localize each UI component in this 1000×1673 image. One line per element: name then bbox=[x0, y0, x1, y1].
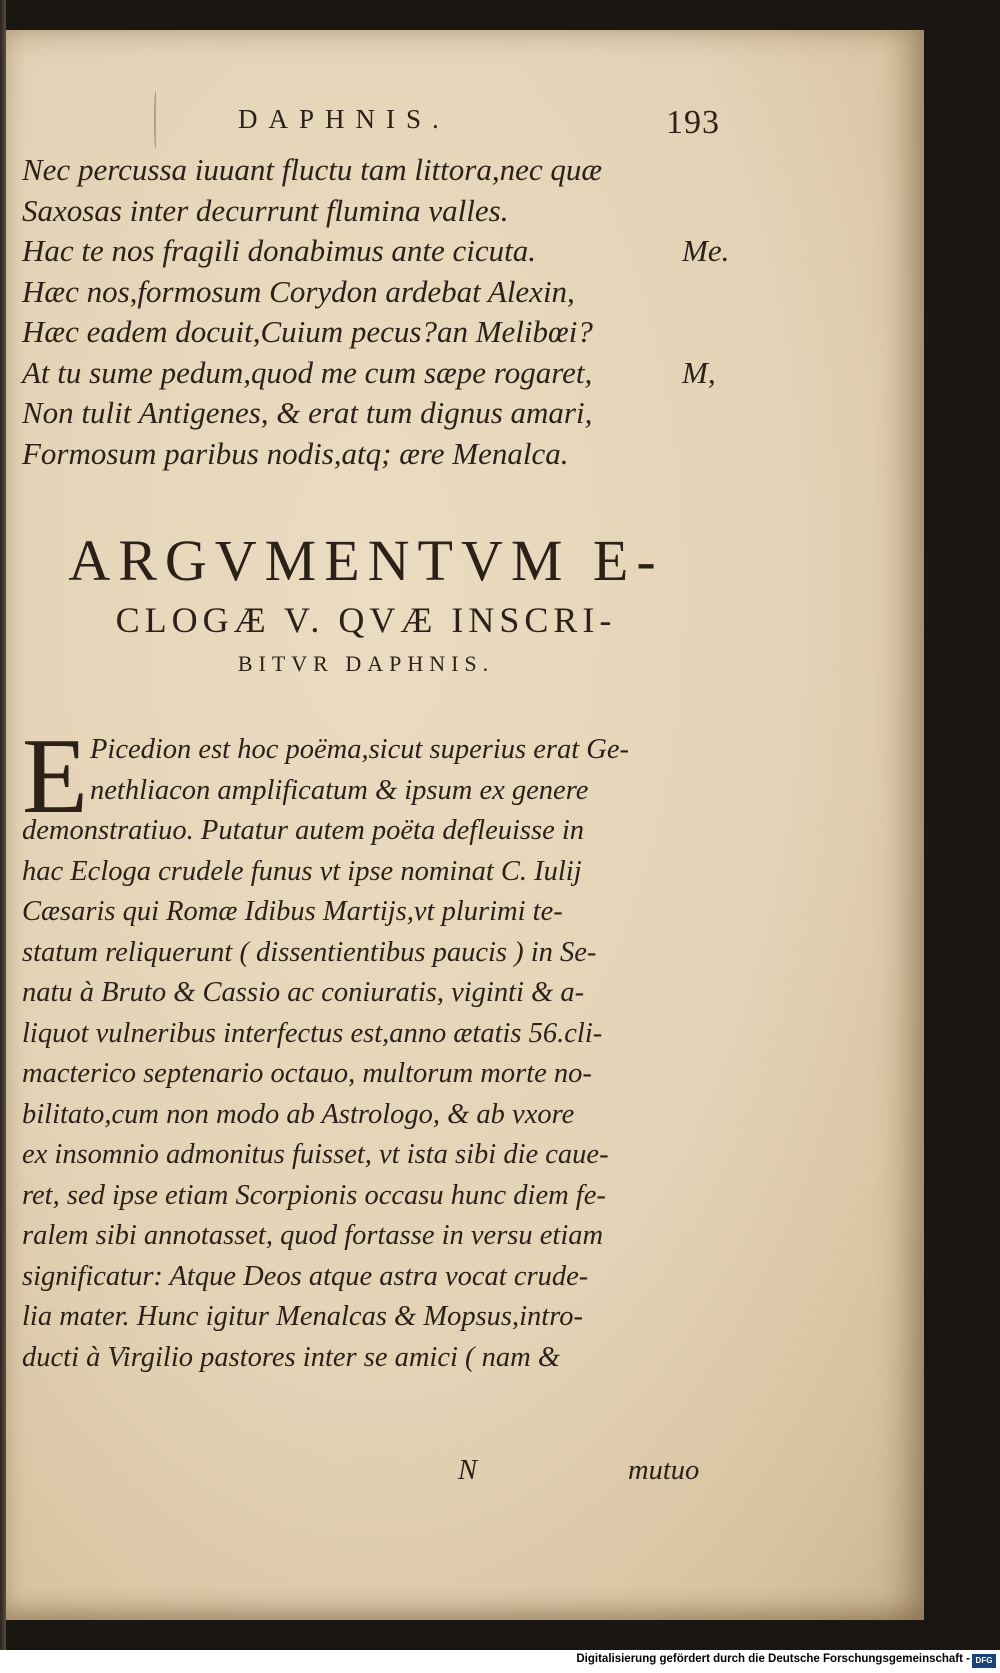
prose-line: nethliacon amplificatum & ipsum ex genere bbox=[90, 774, 589, 806]
speaker-label: Me. bbox=[682, 233, 730, 268]
prose-line: significatur: Atque Deos atque astra vocat crude- bbox=[22, 1260, 589, 1292]
drop-cap: E bbox=[22, 717, 88, 836]
digitization-footer bbox=[0, 1650, 1000, 1673]
book-page bbox=[6, 30, 924, 1620]
prose-line: macterico septenario octauo, multorum morte no- bbox=[22, 1058, 592, 1089]
prose-line: Cæsaris qui Romæ Idibus Martijs,vt plurimi te- bbox=[22, 896, 563, 927]
footer-credit: Digitalisierung gefördert durch die Deutsche Forschungsgemeinschaft - bbox=[576, 1653, 970, 1665]
prose-line: Picedion est hoc poëma,sicut superius erat Ge- bbox=[90, 734, 630, 765]
argument-prose bbox=[22, 717, 722, 1378]
dfg-logo: DFG bbox=[972, 1654, 996, 1668]
prose-line: liquot vulneribus interfectus est,anno ætatis 56.cli- bbox=[22, 1017, 603, 1049]
verse-line: At tu sume pedum,quod me cum sæpe rogaret, M, bbox=[22, 353, 722, 394]
prose-line: lia mater. Hunc igitur Menalcas & Mopsus,intro- bbox=[22, 1301, 583, 1332]
section-heading bbox=[16, 528, 716, 682]
signature-mark: N bbox=[458, 1455, 478, 1486]
prose-line: natu à Bruto & Cassio ac coniuratis, viginti & a- bbox=[22, 977, 585, 1008]
prose-line: ducti à Virgilio pastores inter se amici ( nam & bbox=[22, 1341, 561, 1373]
heading-line: ARGVMENTVM E- bbox=[68, 528, 664, 593]
verse-line: Nec percussa iuuant fluctu tam littora,nec quæ bbox=[22, 152, 603, 187]
catchword: mutuo bbox=[628, 1455, 700, 1486]
prose-line: bilitato,cum non modo ab Astrologo, & ab vxore bbox=[22, 1098, 575, 1130]
verse-line: Saxosas inter decurrunt flumina valles. bbox=[22, 192, 509, 228]
verse-line: Hac te nos fragili donabimus ante cicuta. Me. bbox=[22, 231, 722, 272]
signature-line bbox=[22, 1455, 722, 1495]
verse-block bbox=[22, 150, 730, 474]
running-head-title: DAPHNIS. bbox=[238, 104, 450, 134]
prose-line: ret, sed ipse etiam Scorpionis occasu hunc diem fe- bbox=[22, 1179, 606, 1211]
verse-line: Non tulit Antigenes, & erat tum dignus amari, bbox=[22, 395, 593, 430]
page-number: 193 bbox=[666, 104, 720, 141]
prose-line: ralem sibi annotasset, quod fortasse in versu etiam bbox=[22, 1220, 604, 1251]
prose-line: demonstratiuo. Putatur autem poëta defleuisse in bbox=[22, 815, 585, 846]
prose-line: statum reliquerunt ( dissentientibus paucis ) in Se- bbox=[22, 936, 597, 968]
prose-line: hac Ecloga crudele funus vt ipse nominat C. Iulij bbox=[22, 855, 582, 887]
heading-line: BITVR DAPHNIS. bbox=[237, 651, 495, 676]
verse-line: Hæc eadem docuit,Cuium pecus?an Melibœi? bbox=[22, 314, 593, 349]
verse-line: Hæc nos,formosum Corydon ardebat Alexin, bbox=[22, 273, 575, 309]
running-head bbox=[6, 104, 726, 144]
speaker-label: M, bbox=[682, 354, 716, 390]
prose-line: ex insomnio admonitus fuisset, vt ista sibi die caue- bbox=[22, 1139, 609, 1170]
verse-line: Formosum paribus nodis,atq; ære Menalca. bbox=[22, 435, 569, 471]
heading-line: CLOGÆ V. QVÆ INSCRI- bbox=[115, 600, 617, 640]
